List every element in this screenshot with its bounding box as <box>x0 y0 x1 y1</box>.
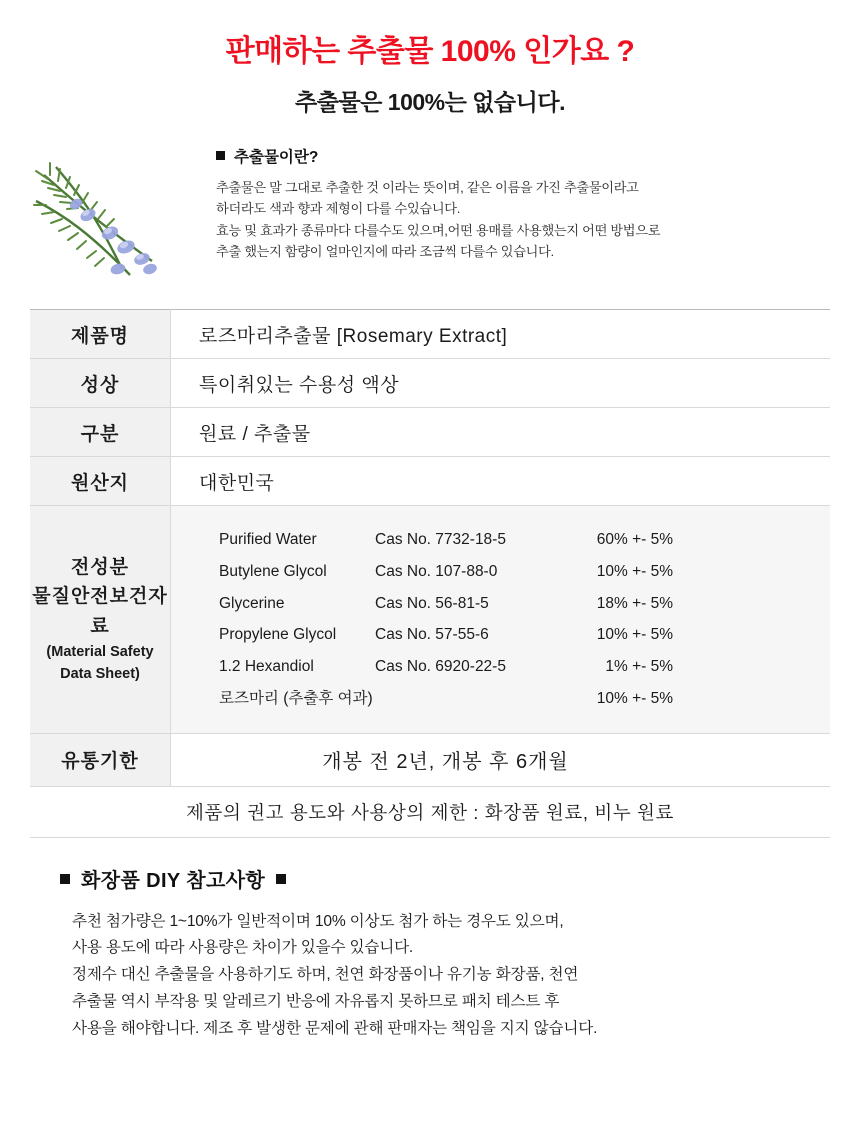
intro-title <box>216 145 836 167</box>
rosemary-sprig-image <box>26 157 186 287</box>
spec-label-product-name: 제품명 <box>30 310 171 359</box>
ingredient-name: Purified Water <box>219 531 317 548</box>
bullet-square-icon <box>60 874 70 884</box>
ingredient-name: Propylene Glycol <box>219 626 337 644</box>
list-item <box>219 683 808 715</box>
table-row <box>30 310 830 359</box>
list-item <box>219 619 808 651</box>
intro-paragraph <box>216 177 836 263</box>
ingredient-cas <box>375 683 563 715</box>
diy-title <box>60 864 820 893</box>
table-row <box>30 457 830 506</box>
product-spec-table <box>30 309 830 838</box>
diy-line-5: 사용을 해야합니다. 제조 후 발생한 문제에 관해 판매자는 책임을 지지 않습니다. <box>72 1019 598 1037</box>
ingredient-cas: Cas No. 107-88-0 <box>375 562 498 580</box>
bullet-square-icon <box>276 874 286 884</box>
diy-line-4: 추출물 역시 부작용 및 알레르기 반응에 자유롭지 못하므로 패치 테스트 후 <box>72 993 560 1011</box>
ingredient-name: 1.2 Hexandiol <box>219 658 314 676</box>
spec-label-origin: 원산지 <box>30 457 171 506</box>
diy-notes-section <box>0 864 860 1043</box>
diy-line-2: 사용 용도에 따라 사용량은 차이가 있을수 있습니다. <box>72 939 414 957</box>
bullet-square-icon <box>216 151 225 160</box>
intro-line-2: 하더라도 색과 향과 제형이 다를 수있습니다. <box>216 201 461 217</box>
msds-label-line-1: 전성분 <box>70 556 130 578</box>
list-item <box>219 524 808 556</box>
msds-label-line-3: (Material Safety Data Sheet) <box>46 643 154 683</box>
ingredient-cas: Cas No. 6920-22-5 <box>375 658 506 676</box>
spec-value-expiry: 개봉 전 2년, 개봉 후 6개월 <box>171 733 831 786</box>
msds-ingredient-list <box>171 506 831 734</box>
table-row <box>30 359 830 408</box>
table-row-msds <box>30 506 830 734</box>
spec-label-appearance: 성상 <box>30 359 171 408</box>
diy-title-label: 화장품 DIY 참고사항 <box>81 869 266 892</box>
table-row <box>30 408 830 457</box>
spec-value-category: 원료 / 추출물 <box>171 408 831 457</box>
list-item <box>219 588 808 620</box>
ingredient-name: Glycerine <box>219 594 285 612</box>
diy-body <box>60 909 820 1043</box>
msds-label-line-2: 물질안전보건자료 <box>32 586 168 637</box>
spec-label-expiry: 유통기한 <box>30 733 171 786</box>
intro-text-block <box>216 145 836 263</box>
ingredient-cas: Cas No. 57-55-6 <box>375 626 489 644</box>
ingredient-cas: Cas No. 7732-18-5 <box>375 531 506 548</box>
page-title: 판매하는 추출물 100% 인가요 ? <box>225 35 635 68</box>
table-row-expiry <box>30 733 830 786</box>
spec-value-appearance: 특이취있는 수용성 액상 <box>171 359 831 408</box>
ingredient-percent: 60% +- 5% <box>596 531 673 548</box>
spec-value-usage-restriction: 제품의 권고 용도와 사용상의 제한 : 화장품 원료, 비누 원료 <box>30 786 830 837</box>
intro-title-label: 추출물이란? <box>234 149 319 166</box>
ingredient-cas: Cas No. 56-81-5 <box>375 594 489 612</box>
ingredient-percent: 10% +- 5% <box>596 562 673 580</box>
spec-label-msds <box>30 506 171 734</box>
list-item <box>219 651 808 683</box>
spec-value-origin: 대한민국 <box>171 457 831 506</box>
spec-label-category: 구분 <box>30 408 171 457</box>
spec-value-product-name: 로즈마리추출물 [Rosemary Extract] <box>171 310 831 359</box>
diy-line-1: 추천 첨가량은 1~10%가 일반적이며 10% 이상도 첨가 하는 경우도 있으며, <box>72 912 564 930</box>
ingredient-percent: 18% +- 5% <box>596 594 673 612</box>
page-subtitle: 추출물은 100%는 없습니다. <box>295 89 565 115</box>
ingredient-name: 로즈마리 (추출후 여과) <box>219 689 373 707</box>
ingredient-percent: 10% +- 5% <box>596 689 673 707</box>
diy-line-3: 정제수 대신 추출물을 사용하기도 하며, 천연 화장품이나 유기농 화장품, 천연 <box>72 966 579 984</box>
headline-block <box>0 0 860 117</box>
list-item <box>219 556 808 588</box>
intro-line-3: 효능 및 효과가 종류마다 다를수도 있으며,어떤 용매를 사용했는지 어떤 방법으로 <box>216 222 661 238</box>
ingredient-name: Butylene Glycol <box>219 562 327 580</box>
ingredient-percent: 1% +- 5% <box>605 658 673 676</box>
intro-line-1: 추출물은 말 그대로 추출한 것 이라는 뜻이며, 같은 이름을 가진 추출물이라고 <box>216 180 639 195</box>
intro-line-4: 추출 했는지 함량이 얼마인지에 따라 조금씩 다를수 있습니다. <box>216 244 554 260</box>
ingredient-percent: 10% +- 5% <box>596 626 673 644</box>
intro-section <box>0 145 860 295</box>
table-row-usage <box>30 786 830 837</box>
